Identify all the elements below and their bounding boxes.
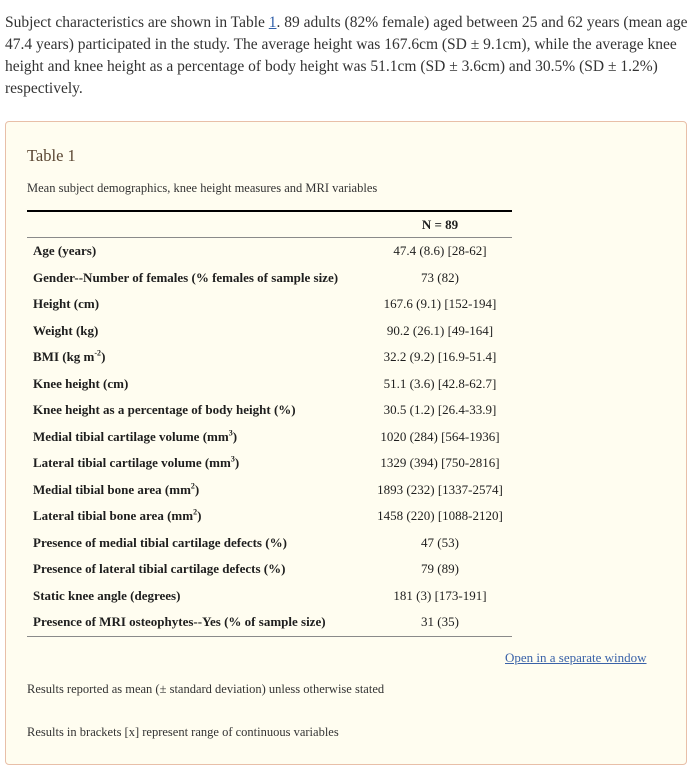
row-label-text: Presence of lateral tibial cartilage defects (%): [33, 561, 286, 577]
open-in-separate-window-link[interactable]: Open in a separate window: [505, 650, 647, 665]
row-label-text: BMI (kg m: [33, 349, 95, 365]
header-n: N = 89: [368, 211, 512, 238]
row-label-text: Presence of MRI osteophytes--Yes (% of sample size): [33, 614, 326, 630]
row-label: [27, 424, 368, 451]
table-row: [27, 477, 512, 504]
row-label-text: Static knee angle (degrees): [33, 587, 181, 603]
row-label-text: Weight (kg): [33, 322, 99, 338]
row-value: 90.2 (26.1) [49-164]: [386, 322, 494, 338]
row-label: [27, 503, 368, 530]
row-value: 1329 (394) [750-2816]: [380, 455, 500, 471]
row-label-text: Presence of medial tibial cartilage defects (%): [33, 534, 287, 550]
row-label-text: Knee height as a percentage of body height (%): [33, 402, 296, 418]
table-title: Table 1: [27, 146, 76, 165]
table-1-link[interactable]: 1: [268, 14, 277, 31]
row-value: 73 (82): [421, 269, 459, 285]
row-label-text: Height (cm): [33, 296, 100, 312]
row-label-suffix: ): [232, 428, 238, 444]
table-row: [27, 583, 512, 610]
row-label-text: Knee height (cm): [33, 375, 129, 391]
table-row: [27, 291, 512, 318]
row-label-superscript: -2: [94, 348, 102, 358]
table-row: [27, 397, 512, 424]
row-label: [27, 238, 368, 265]
row-label-text: Medial tibial cartilage volume (mm: [33, 428, 229, 444]
intro-paragraph: [5, 12, 689, 100]
demographics-table: [27, 210, 512, 637]
row-label: [27, 291, 368, 318]
row-label: [27, 318, 368, 345]
row-value: 1893 (232) [1337-2574]: [377, 481, 503, 497]
table-row: [27, 503, 512, 530]
row-value: 47.4 (8.6) [28-62]: [393, 243, 487, 259]
table-row: [27, 371, 512, 398]
table-row: [27, 424, 512, 451]
row-label-superscript: 3: [230, 454, 235, 464]
row-label: [27, 344, 368, 371]
row-label-text: Lateral tibial cartilage volume (mm: [33, 455, 231, 471]
row-value: 32.2 (9.2) [16.9-51.4]: [383, 349, 497, 365]
table-row: [27, 450, 512, 477]
row-label-text: Gender--Number of females (% females of sample size): [33, 269, 339, 285]
footnote-mean-sd: Results reported as mean (± standard deviation) unless otherwise stated: [27, 682, 385, 696]
row-label: [27, 450, 368, 477]
row-label-superscript: 3: [228, 428, 233, 438]
row-label: [27, 397, 368, 424]
table-row: [27, 238, 512, 265]
row-label: [27, 265, 368, 292]
row-label-text: Age (years): [33, 243, 97, 259]
row-label: [27, 477, 368, 504]
table-row: [27, 344, 512, 371]
row-value: 1458 (220) [1088-2120]: [377, 508, 503, 524]
row-value: 181 (3) [173-191]: [393, 587, 487, 603]
row-label: [27, 583, 368, 610]
header-blank: [27, 211, 368, 238]
table-row: [27, 556, 512, 583]
row-value: 31 (35): [368, 609, 512, 636]
row-value: 79 (89): [421, 561, 459, 577]
row-label-suffix: ): [101, 349, 106, 365]
row-value: 167.6 (9.1) [152-194]: [383, 296, 497, 312]
row-label-suffix: ): [197, 508, 202, 524]
row-label-text: Medial tibial bone area (mm: [33, 481, 191, 497]
row-label-suffix: ): [234, 455, 240, 471]
row-label-suffix: ): [194, 481, 200, 497]
intro-text-end: . 89 adults (82% female) aged between 25 and 62 years (mean age 47.4 years) participated in the study. The average height was 167.6cm (SD ± 9.1cm), while the average knee height and knee height as a percentage of body height was 51.1cm (SD ± 3.6cm) and 30.5% (SD ± 1.2%) respectively.: [5, 14, 688, 97]
table-row: [27, 318, 512, 345]
table-row: [27, 609, 512, 636]
row-label-superscript: 2: [193, 507, 198, 517]
row-label: [27, 530, 368, 557]
table-row: [27, 530, 512, 557]
row-label-superscript: 2: [190, 481, 195, 491]
row-value: 51.1 (3.6) [42.8-62.7]: [383, 375, 497, 391]
row-value: 30.5 (1.2) [26.4-33.9]: [383, 402, 497, 418]
table-header-row: [27, 211, 512, 238]
row-label: [27, 609, 368, 636]
table-container: [5, 121, 687, 765]
row-label-text: Lateral tibial bone area (mm: [33, 508, 194, 524]
row-value: 47 (53): [421, 534, 459, 550]
intro-text-start: Subject characteristics are shown in Table: [5, 14, 269, 31]
row-label: [27, 556, 368, 583]
footnote-range: Results in brackets [x] represent range of continuous variables: [27, 725, 339, 739]
table-caption: Mean subject demographics, knee height measures and MRI variables: [27, 181, 378, 195]
row-value: 1020 (284) [564-1936]: [380, 428, 500, 444]
row-label: [27, 371, 368, 398]
table-row: [27, 265, 512, 292]
